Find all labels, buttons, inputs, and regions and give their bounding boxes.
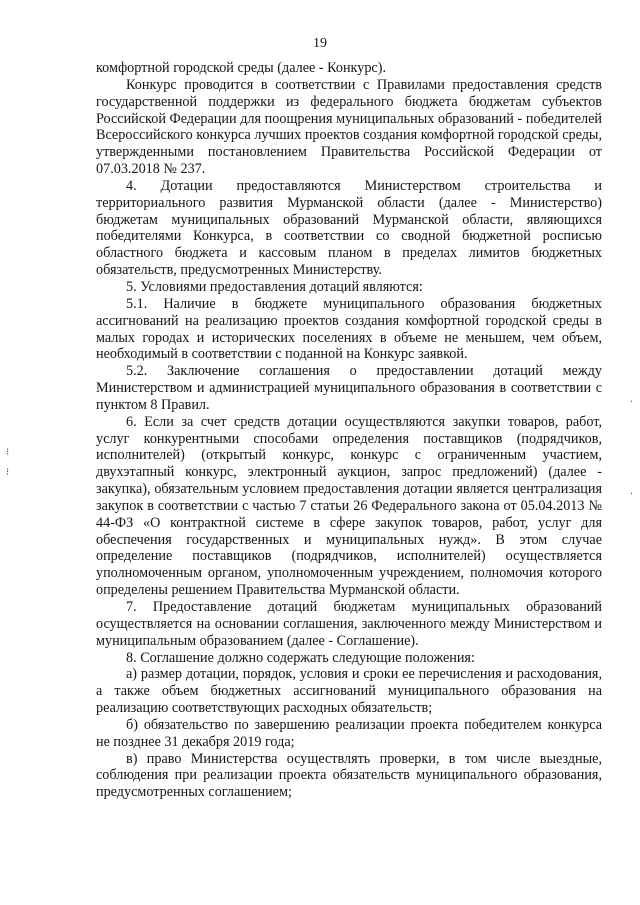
- paragraph-8-a: а) размер дотации, порядок, условия и сроки ее перечисления и расходования, а также объем бюджетных ассигнований муниципального образования на реализацию соответствующих расходных обязательств;: [96, 666, 602, 717]
- paragraph-8-b: б) обязательство по завершению реализации проекта победителем конкурса не позднее 31 декабря 2019 года;: [96, 716, 602, 750]
- scan-mark-right-1: ·: [630, 489, 634, 500]
- paragraph-8-v: в) право Министерства осуществлять проверки, в том числе выездные, соблюдения при реализации проекта обязательств муниципального образования, предусмотренных соглашением;: [96, 750, 602, 801]
- paragraph-5-2: 5.2. Заключение соглашения о предоставлении дотаций между Министерством и администрацией муниципального образования в соответствии с пунктом 8 Правил.: [96, 363, 602, 413]
- paragraph-5: 5. Условиями предоставления дотаций являются:: [126, 278, 423, 295]
- paragraph-8: 8. Соглашение должно содержать следующие положения:: [126, 649, 475, 666]
- scan-mark-left-2: ⁝: [6, 467, 10, 478]
- paragraph-6: 6. Если за счет средств дотации осуществляются закупки товаров, работ, услуг конкурентными способами определения поставщиков (подрядчиков, исполнителей) (открытый конкурс, конкурс с ограниченным участием, двухэтапный конкурс, электронный аукцион, запрос предложений) (далее - закупка), обязательным условием предоставления дотации является централизация закупок в соответствии с частью 7 статьи 26 Федерального закона от 05.04.2013 № 44-ФЗ «О контрактной системе в сфере закупок товаров, работ, услуг для обеспечения государственных и муниципальных нужд». В этом случае определение поставщиков (подрядчиков, исполнителей) осуществляется уполномоченным органом, уполномоченным учреждением, полномочия которого определены решением Правительства Мурманской области.: [96, 413, 602, 599]
- paragraph-7: 7. Предоставление дотаций бюджетам муниципальных образований осуществляется на основании соглашения, заключенного между Министерством и муниципальным образованием (далее - Соглашение).: [96, 599, 602, 649]
- page-number: 19: [313, 36, 327, 51]
- paragraph-contest-rules: Конкурс проводится в соответствии с Правилами предоставления средств государственной поддержки из федерального бюджета бюджетам субъектов Российской Федерации для поощрения муниципальных образований - победителей Всероссийского конкурса лучших проектов создания комфортной городской среды, утвержденными постановлением Правительства Российской Федерации от 07.03.2018 № 237.: [96, 76, 602, 178]
- scan-mark-left-1: ⁝: [6, 447, 10, 458]
- document-body: [96, 60, 602, 801]
- paragraph-5-1: 5.1. Наличие в бюджете муниципального образования бюджетных ассигнований на реализацию проектов создания комфортной городской среды в малых городах и исторических поселениях в объеме не меньшем, чем объем, необходимый в соответствии с поданной на Конкурс заявкой.: [96, 295, 602, 363]
- paragraph-4: 4. Дотации предоставляются Министерством строительства и территориального развития Мурманской области (далее - Министерство) бюджетам муниципальных образований Мурманской области, являющихся победителями Конкурса, в соответствии со сводной бюджетной росписью областного бюджета и кассовым планом в пределах лимитов бюджетных обязательств, предусмотренных Министерству.: [96, 177, 602, 279]
- paragraph-continuation: комфортной городской среды (далее - Конкурс).: [96, 60, 386, 76]
- scan-mark-right-2: ·: [630, 397, 634, 408]
